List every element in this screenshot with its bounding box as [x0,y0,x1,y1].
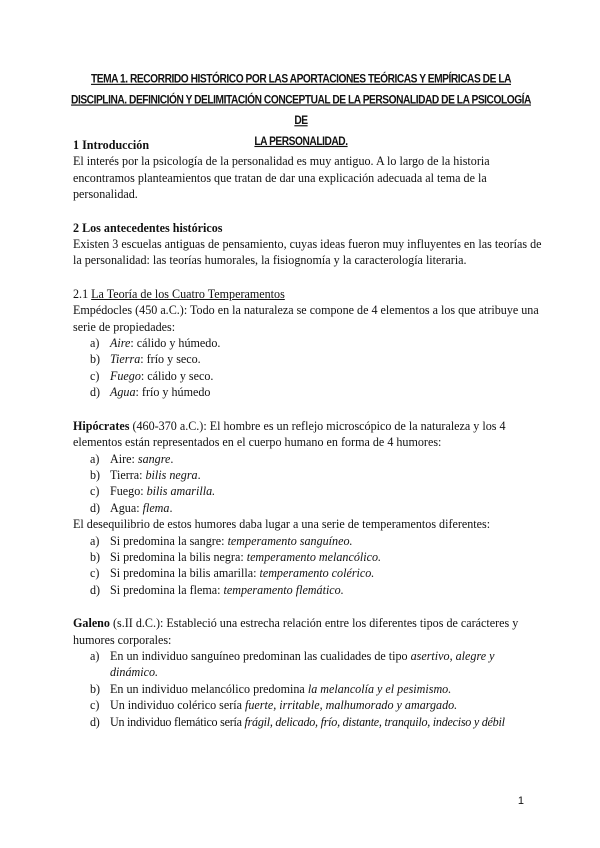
intro-heading: 1 Introducción [73,138,150,152]
teoria-subheading [73,286,543,302]
list-item: b) En un individuo melancólico predomina la melancolía y el pesimismo. [90,681,452,696]
intro-paragraph: El interés por la psicología de la personalidad es muy antiguo. A lo largo de la historia encontramos planteamientos que tratan de dar una explicación adecuada al tema de la personalidad. [73,154,490,202]
antecedentes-paragraph: Existen 3 escuelas antiguas de pensamiento, cuyas ideas fueron muy influyentes en las teorías de la personalidad: las teorías humorales, la fisiognomía y la caracterología literaria. [73,237,542,268]
teoria-number: 2.1 [73,286,92,301]
list-item: d) Agua: frío y húmedo [90,385,211,400]
page-number: 1 [517,795,524,807]
document-body [73,137,543,730]
temperamentos-list [73,533,543,599]
desequilibrio-paragraph: El desequilibrio de estos humores daba lugar a una serie de temperamentos diferentes: [73,517,491,532]
list-item: c) Fuego: cálido y seco. [90,368,214,383]
title-line-2: DISCIPLINA. DEFINICIÓN Y DELIMITACIÓN CONCEPTUAL DE LA PERSONALIDAD DE LA PSICOLOGÍA DE [71,94,531,128]
empedocles-paragraph: Empédocles (450 a.C.): Todo en la naturaleza se compone de 4 elementos a los que atribuye una serie de propiedades: [73,303,539,334]
list-item: d) Agua: flema. [90,500,173,515]
list-item: b) Si predomina la bilis negra: temperamento melancólico. [90,549,382,564]
list-item: c) Un individuo colérico sería fuerte, irritable, malhumorado y amargado. [90,698,458,713]
list-item: b) Tierra: frío y seco. [90,352,201,367]
galeno-paragraph: Galeno (s.II d.C.): Estableció una estrecha relación entre los diferentes tipos de carácteres y humores corporales: [73,616,519,647]
humores-list [73,451,543,517]
elements-list [73,335,543,401]
list-item: a) Aire: cálido y húmedo. [90,336,221,351]
list-item: c) Si predomina la bilis amarilla: temperamento colérico. [90,566,375,581]
list-item: c) Fuego: bilis amarilla. [90,484,216,499]
list-item: d) Si predomina la flema: temperamento flemático. [90,582,344,597]
title-line-1: TEMA 1. RECORRIDO HISTÓRICO POR LAS APORTACIONES TEÓRICAS Y EMPÍRICAS DE LA [90,73,511,87]
galeno-list [73,648,543,730]
antecedentes-heading: 2 Los antecedentes históricos [73,220,223,235]
hipocrates-name: Hipócrates [73,418,130,433]
teoria-title: La Teoría de los Cuatro Temperamentos [91,286,285,301]
list-item: a) Aire: sangre. [90,451,174,466]
list-item: a) En un individuo sanguíneo predominan las cualidades de tipo asertivo, alegre y dinámico. [90,648,495,680]
list-item: d) Un individuo flemático sería frágil, delicado, frío, distante, tranquilo, indeciso y débil [90,714,505,729]
title-line-3: LA PERSONALIDAD. [254,135,348,149]
list-item: b) Tierra: bilis negra. [90,467,201,482]
list-item: a) Si predomina la sangre: temperamento sanguíneo. [90,533,353,548]
galeno-name: Galeno [73,616,110,631]
hipocrates-paragraph: Hipócrates (460-370 a.C.): El hombre es un reflejo microscópico de la naturaleza y los 4 elementos están representados en el cuerpo humano en forma de 4 humores: [73,418,506,450]
